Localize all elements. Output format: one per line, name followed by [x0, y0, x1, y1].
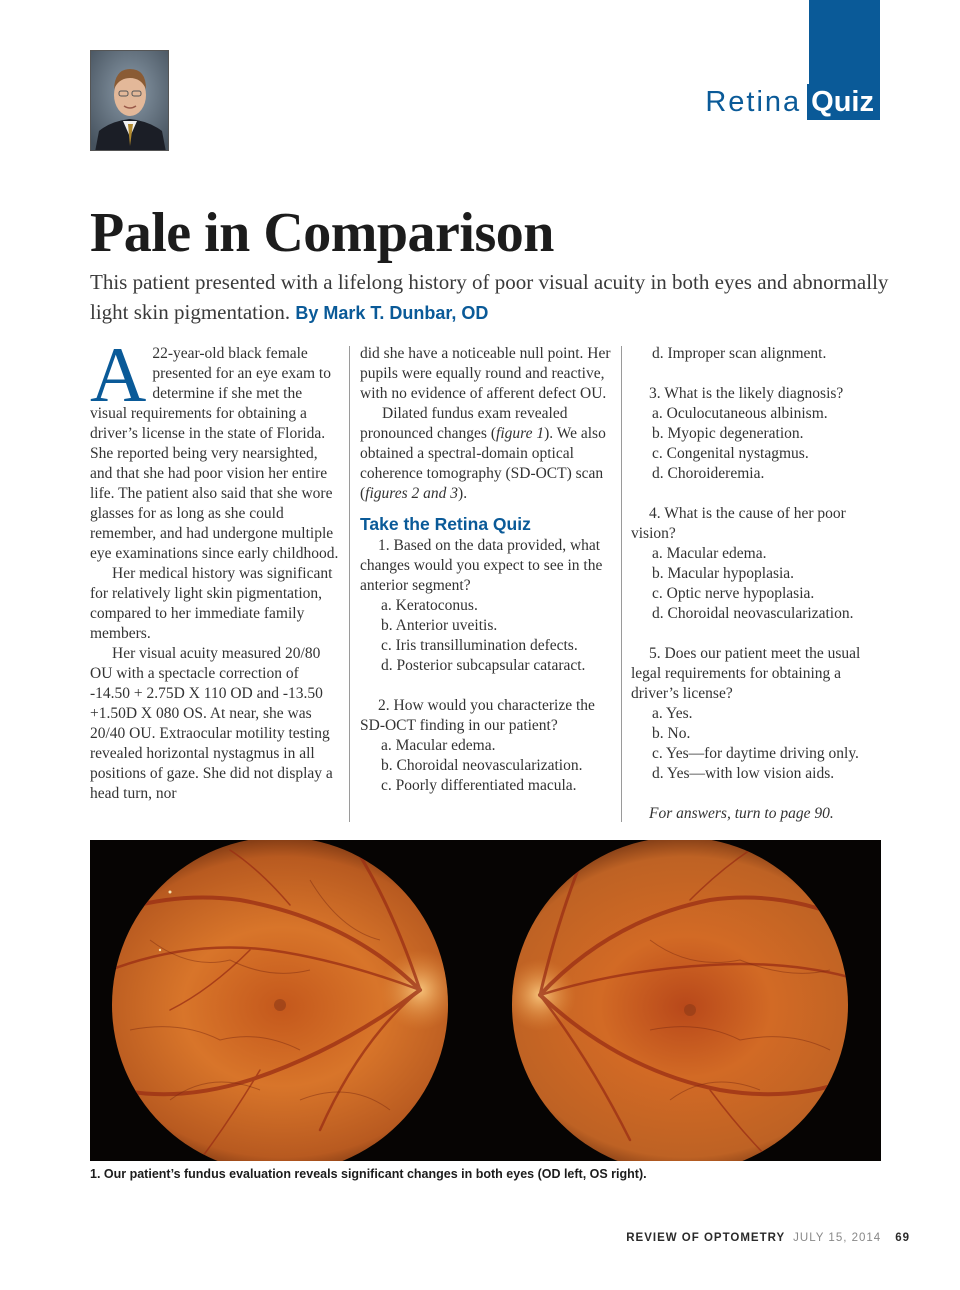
- spacer: [631, 364, 881, 384]
- text-run: ). We also obtained a spectral-domain optical coherence tomography (SD-OCT) scan (: [360, 425, 606, 502]
- fundus-od-image: [90, 840, 490, 1161]
- column-divider: [349, 346, 350, 822]
- spacer: [631, 484, 881, 504]
- fundus-photographs: [90, 840, 881, 1161]
- article-deck: [90, 267, 890, 328]
- option: d. Choroidal neovascularization.: [652, 605, 854, 622]
- author-photo: [90, 50, 169, 151]
- column-divider: [621, 346, 622, 822]
- section-emph: Quiz: [807, 84, 880, 120]
- column-3: [631, 344, 881, 824]
- footer-magazine: REVIEW OF OPTOMETRY: [626, 1232, 786, 1244]
- quiz-heading: Take the Retina Quiz: [360, 514, 531, 534]
- figure-ref: figures 2 and 3: [365, 485, 459, 502]
- column-2: [360, 344, 612, 796]
- figure-caption: 1. Our patient’s fundus evaluation reveals significant changes in both eyes (OD left, OS right).: [90, 1167, 647, 1181]
- option: b. Macular hypoplasia.: [652, 565, 795, 582]
- option: c. Congenital nystagmus.: [652, 445, 809, 462]
- paragraph: Her medical history was significant for relatively light skin pigmentation, compared to her immediate family members.: [90, 565, 333, 642]
- section-word: Retina: [705, 85, 802, 118]
- question-4: 4. What is the cause of her poor vision?: [631, 505, 846, 542]
- option: d. Choroideremia.: [652, 465, 765, 482]
- option: a. Keratoconus.: [381, 597, 478, 614]
- option: d. Posterior subcapsular cataract.: [381, 657, 586, 674]
- paragraph: did she have a noticeable null point. Her pupils were equally round and reactive, with no evidence of afferent defect OU.: [360, 345, 611, 402]
- page-footer: [626, 1232, 910, 1244]
- option: b. Myopic degeneration.: [652, 425, 804, 442]
- option: c. Yes—for daytime driving only.: [652, 745, 859, 762]
- spacer: [360, 676, 612, 696]
- option: d. Yes—with low vision aids.: [652, 765, 835, 782]
- text-run: ).: [458, 485, 468, 502]
- question-3: 3. What is the likely diagnosis?: [649, 385, 844, 402]
- option: c. Iris transillumination defects.: [381, 637, 578, 654]
- paragraph: [360, 404, 612, 504]
- column-1: [90, 331, 340, 804]
- question-2: 2. How would you characterize the SD-OCT finding in our patient?: [360, 697, 595, 734]
- option: d. Improper scan alignment.: [652, 345, 827, 362]
- section-label: [700, 84, 880, 120]
- option: c. Optic nerve hypoplasia.: [652, 585, 815, 602]
- option: b. Choroidal neovascularization.: [381, 757, 583, 774]
- intro-paragraph: [90, 331, 340, 564]
- paragraph: Her visual acuity measured 20/80 OU with a spectacle correction of -14.50 + 2.75D X 110 OD and -13.50 +1.50D X 080 OS. At near, she was 20/40 OU. Extraocular motility testing revealed horizontal nystagmus in all positions of gaze. She did not display a head turn, nor: [90, 645, 333, 802]
- text-run: Dilated fundus exam revealed pronounced changes (: [360, 405, 568, 442]
- spacer: [631, 784, 881, 804]
- footer-date: JULY 15, 2014: [793, 1232, 882, 1244]
- dropcap: A: [90, 331, 147, 418]
- deck-text: This patient presented with a lifelong history of poor visual acuity in both eyes and abnormally light skin pigmentation.: [90, 270, 889, 324]
- option: a. Oculocutaneous albinism.: [652, 405, 828, 422]
- option: a. Macular edema.: [381, 737, 496, 754]
- fundus-os-image: [490, 840, 881, 1161]
- byline: By Mark T. Dunbar, OD: [295, 303, 489, 323]
- option: b. Anterior uveitis.: [381, 617, 498, 634]
- fundus-figure: [90, 840, 881, 1161]
- page-number: 69: [895, 1232, 910, 1244]
- figure-ref: figure 1: [496, 425, 545, 442]
- question-1: 1. Based on the data provided, what changes would you expect to see in the anterior segment?: [360, 537, 603, 594]
- intro-text: 22-year-old black female presented for an eye exam to determine if she met the visual requirements for obtaining a driver’s license in the state of Florida. She reported being very nearsighted, and that she had poor vision her entire life. The patient also said that she wore glasses for as long as she could remember, and had undergone multiple eye examinations since early childhood.: [90, 345, 339, 562]
- option: b. No.: [652, 725, 691, 742]
- option: a. Yes.: [652, 705, 693, 722]
- option: c. Poorly differentiated macula.: [381, 777, 577, 794]
- spacer: [631, 624, 881, 644]
- answers-note: [631, 804, 881, 824]
- question-5: 5. Does our patient meet the usual legal requirements for obtaining a driver’s license?: [631, 645, 861, 702]
- answers-note-text: For answers, turn to page 90.: [649, 805, 834, 822]
- option: a. Macular edema.: [652, 545, 767, 562]
- article-title: Pale in Comparison: [90, 202, 554, 264]
